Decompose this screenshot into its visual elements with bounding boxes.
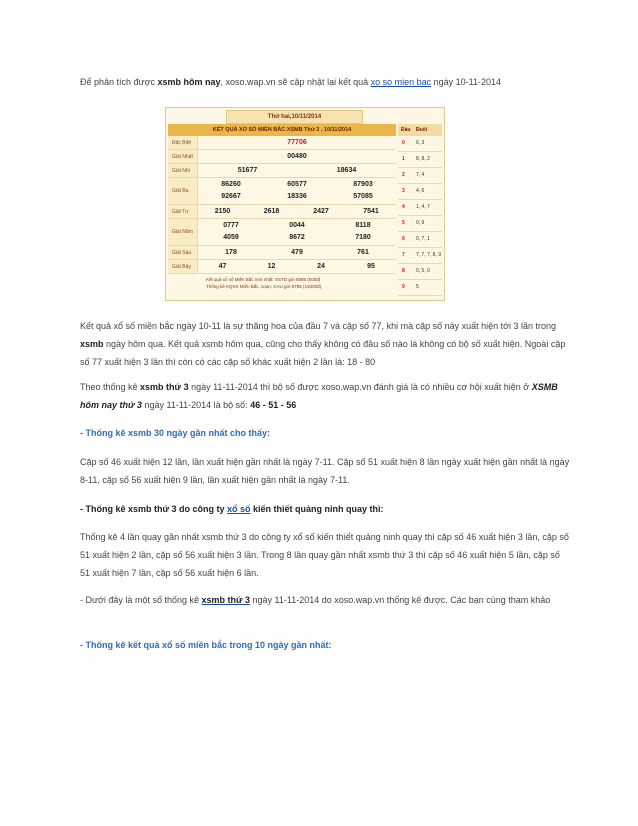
head-tail-row: 5 0, 9 (398, 216, 442, 232)
head-tail-table (398, 124, 442, 297)
head-tail-header: Đầu Đuôi (398, 124, 442, 136)
prize-row-fifth: Giải Năm 0777 0044 8118 4059 8672 7180 (168, 219, 396, 246)
head-tail-row: 3 4, 6 (398, 184, 442, 200)
prize-row-third: Giải Ba 86260 60577 87903 92667 18336 57085 (168, 178, 396, 205)
prize-row-seventh: Giải Bảy 47 12 24 95 (168, 260, 396, 274)
link-xo-so[interactable]: xổ số (227, 504, 251, 514)
paragraph-quang-ninh-stats: Thống kê 4 lần quay gần nhất xsmb thứ 3 do công ty xổ số kiến thiết quảng ninh quay thì cặp số 46 xuất hiện 3 lần, cặp số 51 xuất hiện 2 lần, cặp số 56 xuất hiện 3 lần. Trong 8 lần quay gần nhất xsmb thứ 3 thì cặp số 46 xuất hiện 5 lần, cặp số 51 xuất hiện 7 lần, cặp số 56 xuất hiện 6 lần. (80, 532, 569, 578)
lottery-date: Thứ hai,10/11/2014 (226, 110, 363, 124)
prize-row-second: Giải Nhì 51677 18634 (168, 164, 396, 178)
lottery-header: KẾT QUẢ XỔ SỐ MIỀN BẮC XSMB Thứ 2 , 10/11/2014 (168, 124, 396, 136)
head-tail-row: 9 5 (398, 280, 442, 296)
head-tail-row: 8 0, 5, 0 (398, 264, 442, 280)
head-tail-row: 4 1, 4, 7 (398, 200, 442, 216)
head-tail-row: 7 7, 7, 7, 8, 9 (398, 248, 442, 264)
heading-10-days: - Thống kê kết quả xổ số miền bắc trong 10 ngày gần nhất: (80, 640, 332, 650)
paragraph-30-days-stats: Cặp số 46 xuất hiện 12 lần, lần xuất hiện gần nhất là ngày 7-11. Cặp số 51 xuất hiện 8 lần ngày xuất hiện gần nhất là ngày 8-11, cặp số 56 xuất hiện 9 lần, lần xuất hiện gần nhất là ngày 7-11. (80, 457, 570, 485)
lottery-results-table (165, 107, 445, 301)
head-tail-row: 1 8, 8, 2 (398, 152, 442, 168)
prize-row-sixth: Giải Sáu 178 479 761 (168, 246, 396, 260)
heading-30-days: - Thống kê xsmb 30 ngày gần nhất cho thấy: (80, 428, 271, 438)
link-xsmb-thu-3[interactable]: xsmb thứ 3 (201, 595, 251, 605)
paragraph-reference: - Dưới đây là một số thống kê xsmb thứ 3 ngày 11-11-2014 do xoso.wap.vn thống kê được. Các bạn cùng tham khảo (80, 595, 551, 605)
paragraph-prediction: Theo thống kê xsmb thứ 3 ngày 11-11-2014 thì bộ số được xoso.wap.vn đánh giá là có nhiều cơ hội xuất hiện ở XSMB hôm nay thứ 3 ngày 11-11-2014 là bộ số: 46 - 51 - 56 (80, 382, 558, 410)
intro-paragraph: Để phân tích được xsmb hôm nay, xoso.wap.vn sẽ cập nhật lại kết quả xo so mien bac ngày 10-11-2014 (80, 77, 502, 87)
keyword-xsmb-hom-nay: xsmb hôm nay (157, 77, 221, 87)
prize-row-first: Giải Nhất 00480 (168, 150, 396, 164)
link-xo-so-mien-bac[interactable]: xo so mien bac (370, 77, 432, 87)
lottery-main (168, 124, 396, 297)
head-tail-row: 2 7, 4 (398, 168, 442, 184)
head-tail-row: 6 0, 7, 1 (398, 232, 442, 248)
lottery-footer: Kết quả xổ số Miền Bắc mới nhất: XSTD gửi 8085 (500đ) Thống kê KQXS Miền Bắc, soạn: CAU gửi 8785 (15000đ) (206, 277, 322, 289)
prize-row-special: Đặc Biệt 77706 (168, 136, 396, 150)
heading-quang-ninh: - Thống kê xsmb thứ 3 do công ty xổ số kiến thiết quảng ninh quay thì: (80, 504, 384, 514)
paragraph-result-summary: Kết quả xổ số miền bắc ngày 10-11 là sự thăng hoa của đầu 7 và cặp số 77, khi mà cặp số này xuất hiện tới 3 lần trong xsmb ngày hôm qua. Kết quả xsmb hôm qua, cũng cho thấy không có đầu số nào là không có bộ số xuất hiện. Ngoài cặp số 77 xuất hiện 3 lần thì còn có các cặp số khác xuất hiện 2 lần là: 18 - 80 (80, 321, 566, 367)
head-tail-row: 0 6, 3 (398, 136, 442, 152)
prize-row-fourth: Giải Tư 2150 2618 2427 7541 (168, 205, 396, 219)
